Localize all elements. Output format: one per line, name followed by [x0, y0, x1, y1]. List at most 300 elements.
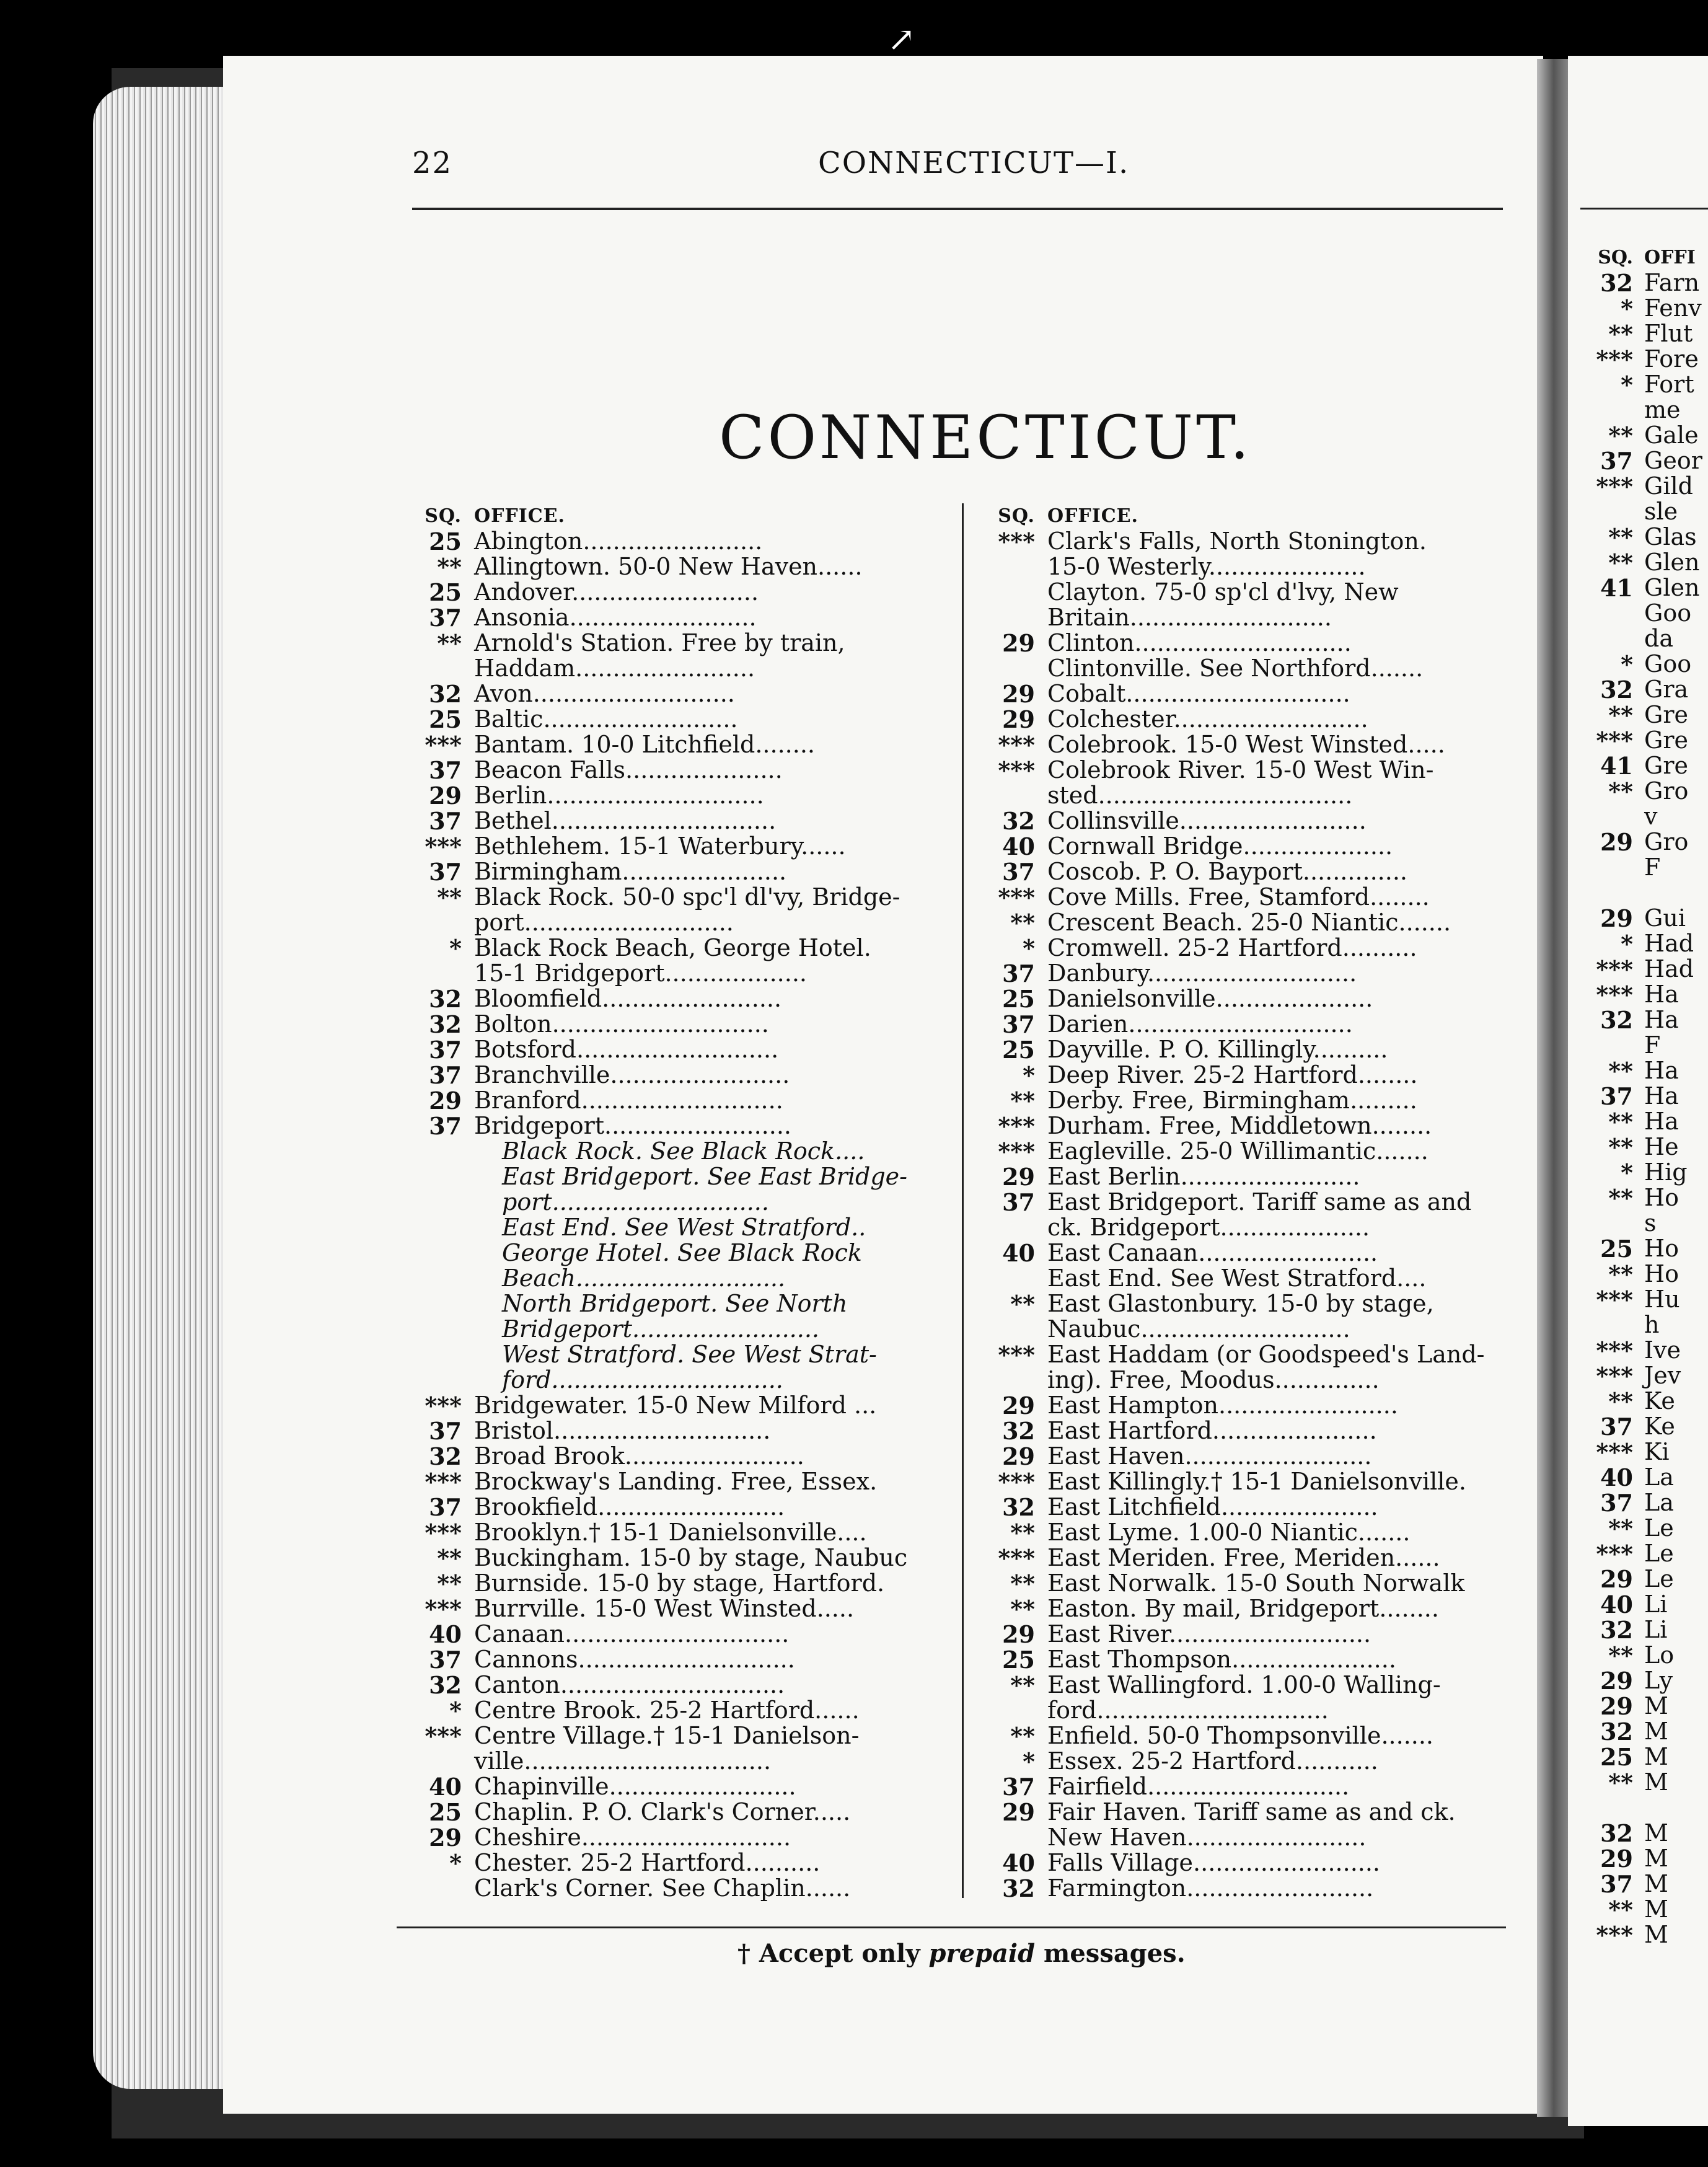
office-row — [403, 656, 936, 681]
sq-value: *** — [998, 1341, 1035, 1369]
sq-value: ** — [1010, 1087, 1035, 1114]
sq-value: *** — [1596, 1336, 1633, 1364]
running-title: CONNECTICUT—I. — [818, 146, 1130, 180]
office-row — [1583, 575, 1708, 601]
sq-value: *** — [425, 1468, 462, 1496]
office-row — [976, 859, 1509, 885]
office-row — [403, 1062, 936, 1088]
sq-value: 32 — [1002, 1417, 1035, 1445]
office-entry: Had — [1644, 930, 1694, 957]
office-row — [403, 1494, 936, 1520]
sq-value: 32 — [1002, 1493, 1035, 1521]
office-row — [1583, 1693, 1708, 1719]
office-row — [403, 1088, 936, 1113]
office-row — [403, 1164, 936, 1189]
office-row — [403, 1520, 936, 1545]
office-row — [1583, 1058, 1708, 1084]
sq-value: *** — [425, 1392, 462, 1419]
sq-value: * — [1621, 930, 1633, 958]
office-row — [1583, 1007, 1708, 1033]
office-entry: East Norwalk. 15-0 South Norwalk — [1047, 1569, 1465, 1597]
office-row — [403, 732, 936, 757]
office-row — [1583, 906, 1708, 931]
office-entry: Brockway's Landing. Free, Essex. — [474, 1468, 878, 1495]
office-entry: Glas — [1644, 523, 1697, 550]
office-entry: Glen — [1644, 549, 1700, 576]
sq-value: 29 — [1600, 904, 1633, 932]
sq-value: *** — [998, 1544, 1035, 1572]
office-row — [976, 529, 1509, 554]
office-row — [976, 1418, 1509, 1444]
office-row — [403, 1240, 936, 1266]
office-entry: Glen — [1644, 574, 1700, 601]
sq-value: 32 — [1600, 1616, 1633, 1644]
sq-value: 32 — [429, 985, 462, 1013]
office-entry: v — [1644, 803, 1658, 830]
office-row — [403, 1317, 936, 1342]
office-row — [403, 1367, 936, 1393]
office-entry: Le — [1644, 1514, 1674, 1542]
sq-value: 29 — [1002, 1620, 1035, 1648]
office-entry: Derby. Free, Birmingham......... — [1047, 1087, 1417, 1114]
office-entry: sted.................................. — [1047, 782, 1353, 809]
office-row — [403, 1672, 936, 1698]
sq-value: 32 — [1002, 807, 1035, 835]
office-entry: He — [1644, 1133, 1679, 1160]
sq-value: 40 — [1002, 832, 1035, 860]
sq-value: * — [1621, 294, 1633, 322]
column-header — [1583, 245, 1708, 270]
office-entry: Black Rock. See Black Rock.... — [502, 1137, 865, 1165]
footnote-suffix: messages. — [1035, 1939, 1186, 1968]
office-entry: East Lyme. 1.00-0 Niantic....... — [1047, 1519, 1411, 1546]
sq-value — [403, 1139, 474, 1164]
office-row — [403, 1723, 936, 1749]
sq-value: 41 — [1600, 752, 1633, 780]
office-entry: Colebrook River. 15-0 West Win- — [1047, 756, 1434, 783]
sq-value: *** — [998, 883, 1035, 911]
office-entry: Colchester.......................... — [1047, 705, 1368, 733]
sq-value: 32 — [429, 1010, 462, 1038]
office-entry: Gale — [1644, 421, 1699, 449]
sq-value — [1583, 397, 1644, 423]
office-entry — [1644, 1795, 1708, 1821]
office-row — [1583, 1821, 1708, 1846]
sq-value: ** — [1608, 421, 1633, 449]
office-row — [403, 1139, 936, 1164]
office-row — [403, 707, 936, 732]
office-entry: Gre — [1644, 701, 1689, 728]
office-entry: Canton.............................. — [474, 1671, 785, 1698]
office-row — [403, 1342, 936, 1367]
office-row — [1583, 1668, 1708, 1693]
office-row — [1583, 1719, 1708, 1744]
office-row — [403, 1266, 936, 1291]
office-row — [1583, 982, 1708, 1007]
office-row — [976, 1240, 1509, 1266]
sq-value: ** — [1608, 1184, 1633, 1212]
office-entry: Gra — [1644, 676, 1689, 703]
office-entry: Chaplin. P. O. Clark's Corner..... — [474, 1798, 851, 1825]
office-entry: Britain........................... — [1047, 604, 1332, 631]
office-row — [976, 1266, 1509, 1291]
office-row — [976, 1876, 1509, 1901]
office-row — [1583, 1846, 1708, 1871]
column-header — [976, 503, 1509, 529]
office-entry: s — [1644, 1209, 1657, 1237]
sq-value — [1583, 499, 1644, 524]
sq-value: 25 — [1600, 1743, 1633, 1771]
sq-value: ** — [437, 629, 462, 657]
office-row — [1583, 753, 1708, 779]
office-entry: Goo — [1644, 650, 1692, 677]
sq-value: 32 — [429, 1442, 462, 1470]
sq-value — [403, 1749, 474, 1774]
office-entry: Farn — [1644, 269, 1700, 296]
office-entry: ck. Bridgeport.................... — [1047, 1214, 1370, 1241]
office-entry: Crescent Beach. 25-0 Niantic....... — [1047, 909, 1451, 936]
sq-value — [976, 1698, 1047, 1723]
sq-value — [403, 1876, 474, 1901]
office-entry: Ho — [1644, 1235, 1679, 1262]
office-row — [976, 1850, 1509, 1876]
office-row — [976, 1723, 1509, 1749]
office-entry: Cobalt.............................. — [1047, 680, 1350, 707]
office-row — [1583, 1109, 1708, 1134]
office-entry: Gui — [1644, 904, 1686, 932]
sq-value: 29 — [1600, 1565, 1633, 1593]
sq-value: 40 — [429, 1620, 462, 1648]
office-row — [403, 885, 936, 910]
office-row — [1583, 474, 1708, 499]
sq-value: 40 — [1600, 1463, 1633, 1491]
office-row — [1583, 702, 1708, 728]
office-entry: Berlin............................. — [474, 782, 764, 809]
office-entry: New Haven........................ — [1047, 1824, 1367, 1851]
office-row — [403, 1393, 936, 1418]
office-row — [403, 1215, 936, 1240]
office-entry: Ha — [1644, 981, 1679, 1008]
sq-value — [403, 1189, 474, 1215]
office-entry: Fair Haven. Tariff same as and ck. — [1047, 1798, 1456, 1825]
sq-value — [1583, 855, 1644, 880]
office-row — [1583, 1185, 1708, 1211]
sq-value: 25 — [429, 527, 462, 555]
office-row — [1583, 1439, 1708, 1465]
office-row — [976, 1698, 1509, 1723]
sq-value: 32 — [1600, 1819, 1633, 1847]
office-row — [403, 834, 936, 859]
footnote-prefix: † Accept only — [737, 1939, 929, 1968]
office-row — [403, 1698, 936, 1723]
sq-value: 32 — [1002, 1874, 1035, 1902]
office-row — [1583, 550, 1708, 575]
sq-value: 25 — [1002, 985, 1035, 1013]
office-row — [1583, 1922, 1708, 1948]
office-entry: Bristol............................. — [474, 1417, 771, 1444]
office-row — [403, 1596, 936, 1622]
footnote — [737, 1939, 1186, 1968]
office-row — [403, 757, 936, 783]
office-entry: Eagleville. 25-0 Willimantic....... — [1047, 1137, 1428, 1165]
office-row — [1583, 956, 1708, 982]
office-entry: Falls Village......................... — [1047, 1849, 1381, 1876]
office-row — [976, 808, 1509, 834]
office-entry: Bethlehem. 15-1 Waterbury...... — [474, 832, 846, 860]
office-row — [1583, 1516, 1708, 1541]
office-column-1 — [403, 503, 936, 1901]
office-entry: me — [1644, 396, 1681, 423]
office-row — [403, 1876, 936, 1901]
office-row — [976, 885, 1509, 910]
sq-value — [403, 1240, 474, 1266]
office-entry: Ke — [1644, 1413, 1675, 1440]
sq-value: *** — [1596, 1438, 1633, 1466]
office-entry: East Killingly.† 15-1 Danielsonville. — [1047, 1468, 1466, 1495]
sq-value: 25 — [429, 705, 462, 733]
office-row — [976, 605, 1509, 630]
office-entry: Brookfield......................... — [474, 1493, 785, 1520]
office-entry: Centre Brook. 25-2 Hartford...... — [474, 1697, 860, 1724]
sq-value — [403, 961, 474, 986]
office-row — [1583, 1084, 1708, 1109]
office-entry: Ho — [1644, 1184, 1679, 1211]
sq-value: 29 — [1002, 1392, 1035, 1419]
sq-value: *** — [1596, 1362, 1633, 1390]
office-list-2 — [976, 529, 1509, 1901]
office-entry: Clark's Corner. See Chaplin...... — [474, 1874, 851, 1902]
office-entry: Bethel.............................. — [474, 807, 777, 834]
office-entry: Farmington......................... — [1047, 1874, 1374, 1902]
sq-value — [1583, 1211, 1644, 1236]
office-row — [1583, 1211, 1708, 1236]
sq-value: 37 — [429, 807, 462, 835]
office-entry: Abington........................ — [474, 527, 763, 555]
office-entry: Branford........................... — [474, 1087, 783, 1114]
sq-value — [976, 605, 1047, 630]
sq-value: 29 — [1600, 828, 1633, 856]
sq-value — [976, 554, 1047, 580]
office-row — [976, 580, 1509, 605]
office-entry: Coscob. P. O. Bayport.............. — [1047, 858, 1408, 885]
office-entry: Ansonia......................... — [474, 604, 757, 631]
office-row — [976, 910, 1509, 935]
sq-value: ** — [1010, 1519, 1035, 1547]
office-entry: Broad Brook........................ — [474, 1442, 804, 1470]
office-entry: Clark's Falls, North Stonington. — [1047, 527, 1427, 555]
office-row — [1583, 1541, 1708, 1566]
column-header — [403, 503, 936, 529]
sq-value: 37 — [1002, 1188, 1035, 1216]
office-entry: Ki — [1644, 1438, 1670, 1465]
sq-value: 37 — [429, 1493, 462, 1521]
office-row — [403, 1571, 936, 1596]
sq-value: * — [449, 1849, 462, 1877]
sq-value: ** — [1010, 1671, 1035, 1699]
office-entry: Colebrook. 15-0 West Winsted..... — [1047, 731, 1445, 758]
office-entry: East Canaan........................ — [1047, 1239, 1378, 1266]
office-row — [976, 1571, 1509, 1596]
sq-value: ** — [1608, 1260, 1633, 1288]
office-entry: East Haddam (or Goodspeed's Land- — [1047, 1341, 1485, 1368]
sq-value — [976, 1367, 1047, 1393]
sq-value: * — [1621, 1159, 1633, 1186]
sq-value: ** — [1608, 320, 1633, 348]
office-row — [976, 1799, 1509, 1825]
sq-value: ** — [1608, 1057, 1633, 1085]
office-list-3 — [1583, 270, 1708, 1948]
sq-value — [403, 656, 474, 681]
sq-value: *** — [998, 527, 1035, 555]
sq-value: ** — [437, 1544, 462, 1572]
office-row — [1583, 1312, 1708, 1338]
office-list-1 — [403, 529, 936, 1901]
office-row — [976, 681, 1509, 707]
office-row — [1583, 423, 1708, 448]
sq-value: 40 — [1600, 1591, 1633, 1618]
office-row — [976, 834, 1509, 859]
sq-value: *** — [1596, 981, 1633, 1008]
office-entry: Cromwell. 25-2 Hartford.......... — [1047, 934, 1417, 961]
sq-value: 29 — [429, 1824, 462, 1851]
office-row — [1583, 1134, 1708, 1160]
office-row — [976, 1037, 1509, 1062]
office-row — [1583, 1617, 1708, 1643]
sq-value: 37 — [429, 1112, 462, 1140]
sq-value: 37 — [1002, 1010, 1035, 1038]
office-entry: 15-1 Bridgeport................... — [474, 960, 807, 987]
sq-value: 37 — [429, 756, 462, 784]
office-row — [976, 1545, 1509, 1571]
office-row — [403, 605, 936, 630]
sq-value — [403, 1291, 474, 1317]
office-row — [976, 554, 1509, 580]
office-entry: Had — [1644, 955, 1694, 982]
sq-header: SQ. — [998, 505, 1035, 527]
sq-value: ** — [1010, 909, 1035, 937]
office-row — [1583, 372, 1708, 397]
office-row — [976, 1672, 1509, 1698]
sq-value: 40 — [1002, 1239, 1035, 1267]
office-header: OFFI — [1644, 247, 1696, 268]
office-entry: Chester. 25-2 Hartford.......... — [474, 1849, 821, 1876]
office-row — [403, 554, 936, 580]
office-entry: port............................ — [474, 909, 734, 936]
office-entry: ford............................... — [502, 1366, 783, 1393]
office-row — [403, 1850, 936, 1876]
office-entry: Danielsonville..................... — [1047, 985, 1373, 1012]
sq-header: SQ. — [425, 505, 462, 527]
sq-value — [1583, 601, 1644, 626]
office-entry: Le — [1644, 1540, 1674, 1567]
sq-value — [976, 1317, 1047, 1342]
sq-value: *** — [1596, 1286, 1633, 1313]
office-row — [403, 935, 936, 961]
header-rule — [412, 208, 1503, 210]
office-entry: Burnside. 15-0 by stage, Hartford. — [474, 1569, 885, 1597]
office-entry: Ke — [1644, 1387, 1675, 1415]
sq-value: 25 — [1002, 1036, 1035, 1064]
sq-value: 25 — [429, 1798, 462, 1826]
sq-value: 37 — [429, 1417, 462, 1445]
sq-value: *** — [425, 1519, 462, 1547]
sq-value: 32 — [1600, 676, 1633, 704]
footer-rule — [397, 1926, 1506, 1928]
office-row — [1583, 346, 1708, 372]
office-entry: Arnold's Station. Free by train, — [474, 629, 845, 656]
office-row — [403, 859, 936, 885]
office-entry: Gre — [1644, 726, 1689, 754]
office-entry: La — [1644, 1463, 1674, 1491]
office-entry: Ly — [1644, 1667, 1673, 1694]
office-entry: East Hampton........................ — [1047, 1392, 1398, 1419]
office-row — [976, 757, 1509, 783]
office-row — [976, 707, 1509, 732]
sq-value: 25 — [1600, 1235, 1633, 1263]
office-row — [976, 630, 1509, 656]
office-row — [403, 1444, 936, 1469]
office-entry: Gild — [1644, 472, 1693, 500]
office-row — [403, 1647, 936, 1672]
office-row — [1583, 1287, 1708, 1312]
office-entry: Buckingham. 15-0 by stage, Naubuc — [474, 1544, 908, 1571]
sq-value: 32 — [429, 680, 462, 708]
office-entry: Chapinville......................... — [474, 1773, 796, 1800]
office-row — [1583, 829, 1708, 855]
sq-value — [1583, 880, 1644, 906]
sq-value: *** — [1596, 472, 1633, 500]
sq-value: 25 — [1002, 1646, 1035, 1674]
office-entry: Ha — [1644, 1006, 1679, 1033]
office-entry: East End. See West Stratford.... — [1047, 1264, 1427, 1292]
office-entry: Fort — [1644, 371, 1694, 398]
office-row — [976, 935, 1509, 961]
sq-value: 37 — [1600, 1870, 1633, 1898]
office-row — [403, 681, 936, 707]
office-entry: East Hartford...................... — [1047, 1417, 1377, 1444]
sq-value — [403, 1342, 474, 1367]
sq-value: ** — [437, 883, 462, 911]
sq-value — [976, 1215, 1047, 1240]
office-entry: ford............................... — [1047, 1697, 1329, 1724]
office-entry: Clintonville. See Northford....... — [1047, 655, 1424, 682]
office-row — [976, 1647, 1509, 1672]
office-entry: Jev — [1644, 1362, 1681, 1389]
office-row — [976, 1317, 1509, 1342]
sq-value: ** — [1608, 523, 1633, 551]
office-entry: Fenv — [1644, 294, 1702, 322]
office-entry: La — [1644, 1489, 1674, 1516]
office-entry: Bridgeport......................... — [474, 1112, 791, 1139]
office-row — [976, 1774, 1509, 1799]
sq-value: 37 — [429, 604, 462, 632]
office-entry: Bolton............................. — [474, 1010, 769, 1038]
office-entry: Flut — [1644, 320, 1693, 347]
sq-value: *** — [1596, 1921, 1633, 1949]
sq-value: 32 — [429, 1671, 462, 1699]
sq-value: ** — [1608, 1387, 1633, 1415]
office-entry: M — [1644, 1870, 1668, 1897]
office-entry: 15-0 Westerly..................... — [1047, 553, 1366, 580]
office-entry: Ha — [1644, 1108, 1679, 1135]
office-row — [1583, 804, 1708, 829]
office-entry: M — [1644, 1768, 1668, 1796]
office-row — [1583, 1871, 1708, 1897]
page-edges — [93, 87, 236, 2089]
office-row — [1583, 1236, 1708, 1261]
sq-value: *** — [998, 1112, 1035, 1140]
office-entry: Li — [1644, 1591, 1668, 1618]
